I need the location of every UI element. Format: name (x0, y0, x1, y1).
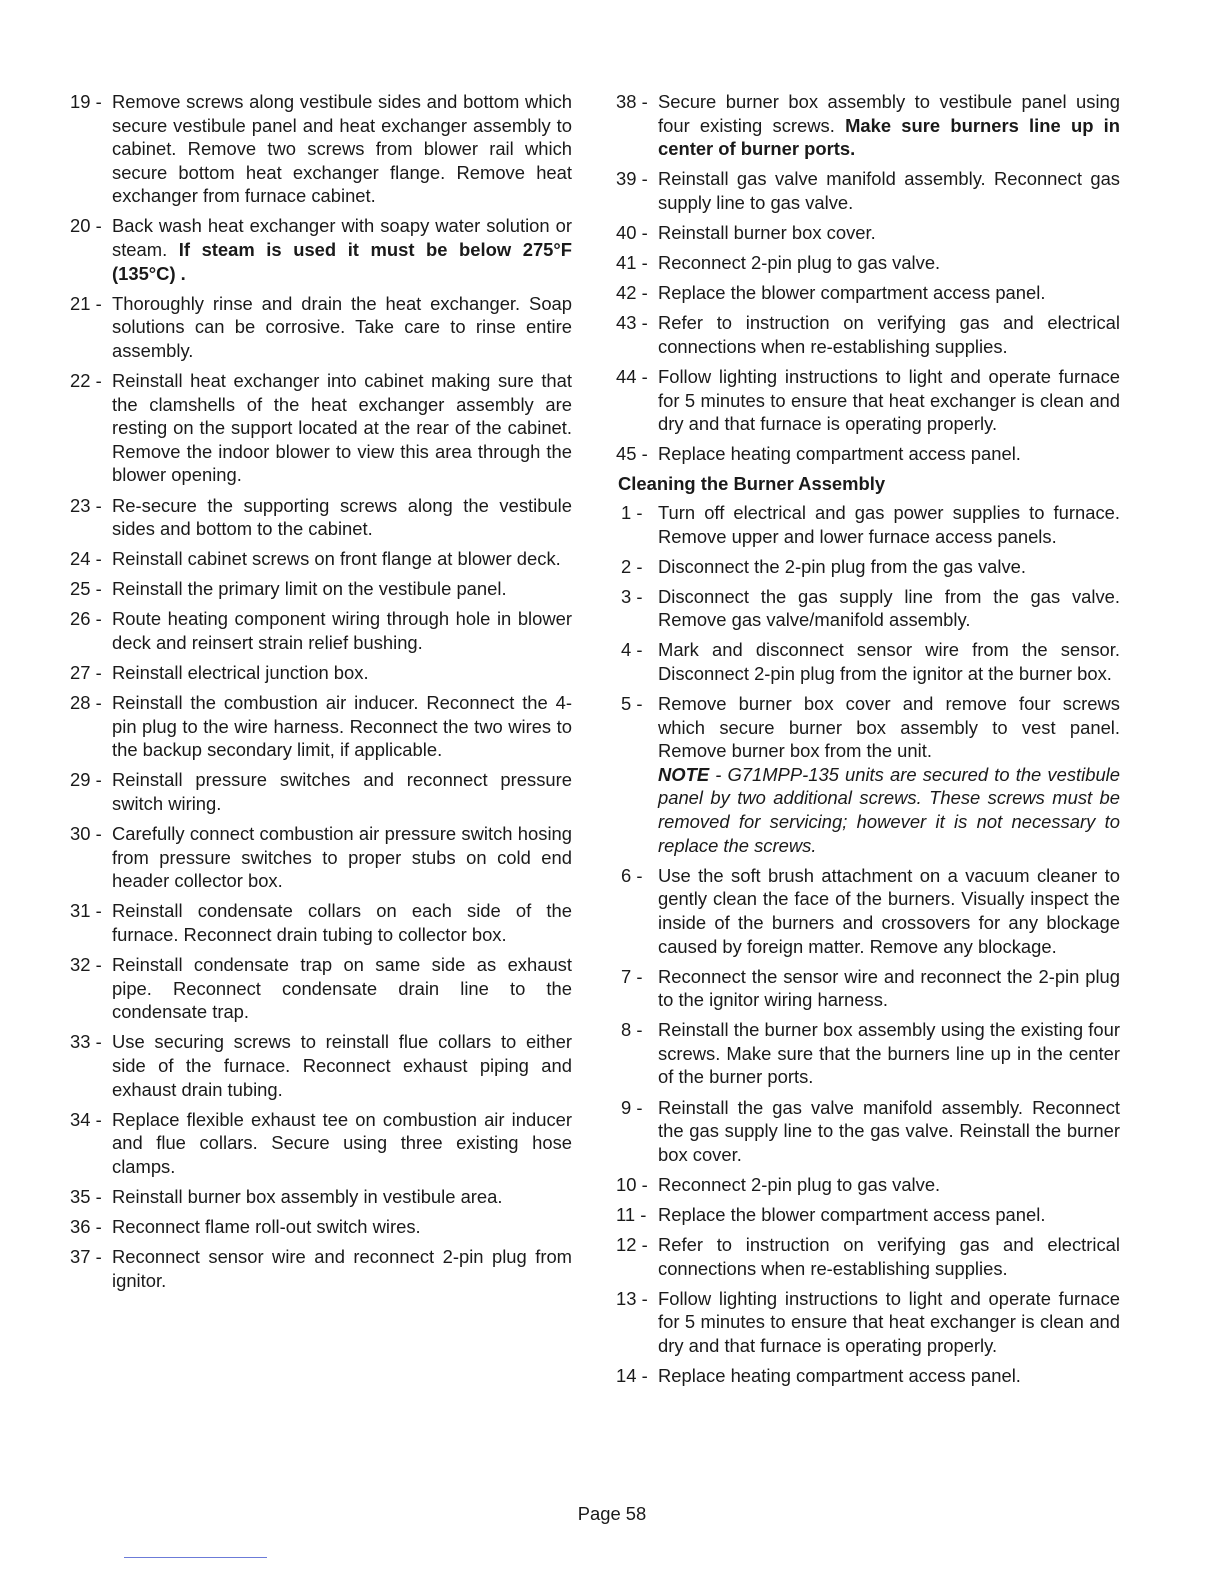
step-text: Reinstall pressure switches and reconnect pressure switch wiring. (112, 769, 572, 815)
burner-alignment-warning: Make sure burners line up in center of burner ports. (658, 114, 1120, 160)
step-text: Reinstall burner box assembly in vestibule area. (112, 1185, 503, 1207)
step-38: 38 - Secure burner box assembly to vestibule panel using four existing screws. Make sure burners line up in center of burner ports. (616, 91, 1120, 160)
step-25: 25 - Reinstall the primary limit on the vestibule panel. (70, 577, 572, 601)
step-text: Follow lighting instructions to light and operate furnace for 5 minutes to ensure that heat exchanger is clean and dry and that furnace is operating properly. (658, 1287, 1120, 1356)
step-33: 33 - Use securing screws to reinstall flue collars to either side of the furnace. Reconnect exhaust piping and exhaust drain tubing. (70, 1031, 572, 1100)
step-26: 26 - Route heating component wiring through hole in blower deck and reinsert strain relief bushing. (70, 608, 572, 653)
step-45: 45 - Replace heating compartment access panel. (616, 442, 1120, 466)
step-text: Replace flexible exhaust tee on combustion air inducer and flue collars. Secure using three existing hose clamps. (112, 1108, 572, 1177)
note-text: - G71MPP-135 units are secured to the vestibule panel by two additional screws. These screws must be removed for servicing; however it is not necessary to replace the screws. (658, 763, 1120, 856)
step-30: 30 - Carefully connect combustion air pressure switch hosing from pressure switches to proper stubs on cold end header collector box. (70, 823, 572, 892)
step-text: Remove burner box cover and remove four screws which secure burner box assembly to vest panel. Remove burner box from the unit. (658, 693, 1120, 762)
burner-step-4: 4 - Mark and disconnect sensor wire from the sensor. Disconnect 2-pin plug from the ignitor at the burner box. (621, 639, 1120, 684)
footer-divider (124, 1557, 267, 1558)
step-text: Replace heating compartment access panel. (658, 443, 1021, 465)
burner-step-5: 5 - Remove burner box cover and remove four screws which secure burner box assembly to vest panel. Remove burner box from the unit. NOTE - G71MPP-135 units are secured to the vestibule panel by two additional screws. These screws must be removed for servicing; however it is not necessary to replace the screws. (621, 693, 1120, 856)
step-text: Reinstall the primary limit on the vestibule panel. (112, 578, 507, 600)
burner-step-1: 1 - Turn off electrical and gas power supplies to furnace. Remove upper and lower furnace access panels. (621, 501, 1120, 547)
burner-step-6: 6 - Use the soft brush attachment on a vacuum cleaner to gently clean the face of the burners. Visually inspect the inside of the burners and crossovers for any blockage caused by foreign matter. Remove any blockage. (621, 864, 1120, 957)
step-text: Replace heating compartment access panel. (658, 1365, 1021, 1386)
steam-warning: If steam is used it must be below 275°F (135°C) . (112, 239, 572, 284)
burner-step-10: 10 - Reconnect 2-pin plug to gas valve. (616, 1173, 1120, 1197)
step-text: Disconnect the 2-pin plug from the gas valve. (658, 555, 1027, 577)
left-column (70, 90, 572, 1299)
step-27: 27 - Reinstall electrical junction box. (70, 661, 572, 685)
note-label: NOTE (658, 763, 710, 785)
step-32: 32 - Reinstall condensate trap on same side as exhaust pipe. Reconnect condensate drain line to the condensate trap. (70, 954, 572, 1023)
step-41: 41 - Reconnect 2-pin plug to gas valve. (616, 251, 1120, 275)
burner-step-9: 9 - Reinstall the gas valve manifold assembly. Reconnect the gas supply line to the gas valve. Reinstall the burner box cover. (621, 1096, 1120, 1165)
step-39: 39 - Reinstall gas valve manifold assembly. Reconnect gas supply line to gas valve. (616, 168, 1120, 213)
step-35: 35 - Reinstall burner box assembly in vestibule area. (70, 1185, 572, 1209)
step-22: 22 - Reinstall heat exchanger into cabinet making sure that the clamshells of the heat exchanger assembly are resting on the support located at the rear of the cabinet. Remove the indoor blower to view this area through the blower opening. (70, 370, 572, 486)
step-43: 43 - Refer to instruction on verifying gas and electrical connections when re-establishing supplies. (616, 312, 1120, 357)
step-text: Re-secure the supporting screws along the vestibule sides and bottom to the cabinet. (112, 494, 572, 540)
step-text: Turn off electrical and gas power supplies to furnace. Remove upper and lower furnace access panels. (658, 501, 1120, 547)
burner-step-7: 7 - Reconnect the sensor wire and reconnect the 2-pin plug to the ignitor wiring harness. (621, 965, 1120, 1011)
step-text: Reconnect 2-pin plug to gas valve. (658, 1173, 941, 1195)
step-31: 31 - Reinstall condensate collars on each side of the furnace. Reconnect drain tubing to collector box. (70, 900, 572, 945)
step-text: Use the soft brush attachment on a vacuum cleaner to gently clean the face of the burners. Visually inspect the inside of the burners and crossovers for any blockage caused by foreign matter. Remove any blockage. (658, 864, 1120, 957)
step-text: Disconnect the gas supply line from the gas valve. Remove gas valve/manifold assembly. (658, 585, 1120, 631)
burner-step-14: 14 - Replace heating compartment access panel. (616, 1364, 1120, 1388)
step-text: Reinstall cabinet screws on front flange at blower deck. (112, 548, 561, 570)
step-text: Mark and disconnect sensor wire from the sensor. Disconnect 2-pin plug from the ignitor at the burner box. (658, 639, 1120, 684)
step-23: 23 - Re-secure the supporting screws along the vestibule sides and bottom to the cabinet. (70, 494, 572, 540)
step-21: 21 - Thoroughly rinse and drain the heat exchanger. Soap solutions can be corrosive. Take care to rinse entire assembly. (70, 292, 572, 361)
step-text: Reinstall the combustion air inducer. Reconnect the 4-pin plug to the wire harness. Reconnect the two wires to the backup secondary limit, if applicable. (112, 692, 572, 761)
step-text: Use securing screws to reinstall flue collars to either side of the furnace. Reconnect exhaust piping and exhaust drain tubing. (112, 1031, 572, 1100)
step-text: Refer to instruction on verifying gas and electrical connections when re-establishing supplies. (658, 1234, 1120, 1279)
step-20: 20 - Back wash heat exchanger with soapy water solution or steam. If steam is used it must be below 275°F (135°C) . (70, 215, 572, 284)
step-text: Reinstall the burner box assembly using the existing four screws. Make sure that the burners line up in the center of the burner ports. (658, 1019, 1120, 1088)
step-29: 29 - Reinstall pressure switches and reconnect pressure switch wiring. (70, 769, 572, 815)
burner-step-12: 12 - Refer to instruction on verifying gas and electrical connections when re-establishing supplies. (616, 1234, 1120, 1279)
step-28: 28 - Reinstall the combustion air inducer. Reconnect the 4-pin plug to the wire harness. Reconnect the two wires to the backup secondary limit, if applicable. (70, 692, 572, 761)
step-text: Remove screws along vestibule sides and bottom which secure vestibule panel and heat exchanger assembly to cabinet. Remove two screws from blower rail which secure bottom heat exchanger flange. Remove heat exchanger from furnace cabinet. (112, 91, 572, 207)
step-text: Reinstall gas valve manifold assembly. Reconnect gas supply line to gas valve. (658, 168, 1120, 213)
step-text: Reinstall burner box cover. (658, 221, 876, 243)
step-text: Back wash heat exchanger with soapy water solution or steam. (112, 215, 572, 261)
step-37: 37 - Reconnect sensor wire and reconnect 2-pin plug from ignitor. (70, 1246, 572, 1291)
step-text: Reconnect the sensor wire and reconnect the 2-pin plug to the ignitor wiring harness. (658, 965, 1120, 1011)
step-text: Replace the blower compartment access panel. (658, 1203, 1046, 1225)
step-text: Reconnect flame roll-out switch wires. (112, 1216, 421, 1238)
step-text: Reinstall condensate collars on each side of the furnace. Reconnect drain tubing to collector box. (112, 900, 572, 945)
section-heading-burner-cleaning: Cleaning the Burner Assembly (618, 473, 886, 495)
step-44: 44 - Follow lighting instructions to light and operate furnace for 5 minutes to ensure that heat exchanger is clean and dry and that furnace is operating properly. (616, 365, 1120, 435)
step-text: Reconnect sensor wire and reconnect 2-pin plug from ignitor. (112, 1246, 572, 1291)
note (658, 763, 1120, 857)
step-text: Reinstall condensate trap on same side as exhaust pipe. Reconnect condensate drain line to the condensate trap. (112, 954, 572, 1023)
step-text: Follow lighting instructions to light and operate furnace for 5 minutes to ensure that heat exchanger is clean and dry and that furnace is operating properly. (658, 365, 1120, 435)
page-number: Page 58 (577, 1503, 647, 1524)
burner-step-2: 2 - Disconnect the 2-pin plug from the gas valve. (616, 555, 1120, 579)
burner-step-13: 13 - Follow lighting instructions to light and operate furnace for 5 minutes to ensure that heat exchanger is clean and dry and that furnace is operating properly. (616, 1287, 1120, 1356)
step-text: Replace the blower compartment access panel. (658, 282, 1046, 304)
step-19: 19 - Remove screws along vestibule sides and bottom which secure vestibule panel and heat exchanger assembly to cabinet. Remove two screws from blower rail which secure bottom heat exchanger flange. Remove heat exchanger from furnace cabinet. (70, 91, 572, 207)
step-text: Secure burner box assembly to vestibule panel using four existing screws. (658, 91, 1120, 136)
step-text: Refer to instruction on verifying gas and electrical connections when re-establishing supplies. (658, 312, 1120, 357)
burner-step-11: 11 - Replace the blower compartment access panel. (616, 1203, 1120, 1227)
burner-step-3: 3 - Disconnect the gas supply line from the gas valve. Remove gas valve/manifold assembly. (621, 585, 1120, 631)
burner-step-8: 8 - Reinstall the burner box assembly using the existing four screws. Make sure that the burners line up in the center of the burner ports. (621, 1019, 1120, 1088)
step-text: Reinstall the gas valve manifold assembly. Reconnect the gas supply line to the gas valve. Reinstall the burner box cover. (658, 1096, 1120, 1165)
step-24: 24 - Reinstall cabinet screws on front flange at blower deck. (70, 547, 572, 571)
right-column (616, 90, 1120, 1394)
step-40: 40 - Reinstall burner box cover. (616, 221, 1120, 245)
step-text: Reconnect 2-pin plug to gas valve. (658, 252, 941, 274)
step-36: 36 - Reconnect flame roll-out switch wires. (70, 1215, 572, 1239)
step-42: 42 - Replace the blower compartment access panel. (616, 281, 1120, 305)
step-text: Reinstall heat exchanger into cabinet making sure that the clamshells of the heat exchanger assembly are resting on the support located at the rear of the cabinet. Remove the indoor blower to view this area through the blower opening. (112, 370, 572, 486)
step-text: Carefully connect combustion air pressure switch hosing from pressure switches to proper stubs on cold end header collector box. (112, 823, 572, 892)
step-text: Reinstall electrical junction box. (112, 662, 369, 684)
step-text: Thoroughly rinse and drain the heat exchanger. Soap solutions can be corrosive. Take care to rinse entire assembly. (112, 292, 572, 361)
step-34: 34 - Replace flexible exhaust tee on combustion air inducer and flue collars. Secure using three existing hose clamps. (70, 1108, 572, 1177)
step-text: Route heating component wiring through hole in blower deck and reinsert strain relief bushing. (112, 608, 572, 653)
